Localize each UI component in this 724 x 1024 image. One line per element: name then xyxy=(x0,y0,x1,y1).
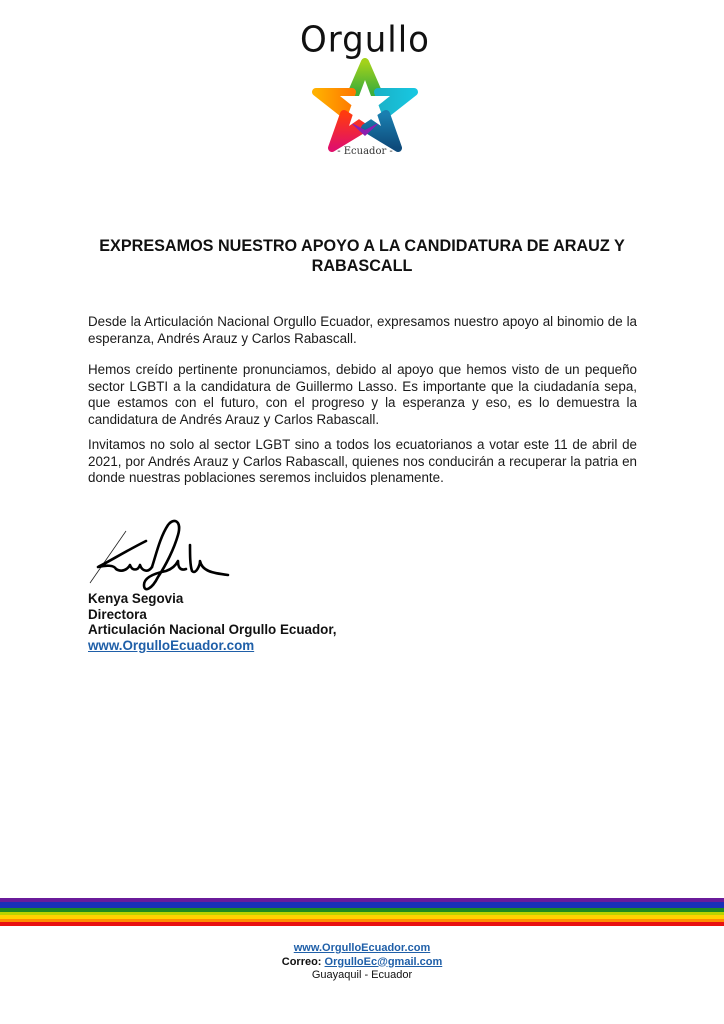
footer-email-label: Correo: xyxy=(281,955,322,968)
footer-location: Guayaquil - Ecuador xyxy=(311,969,413,981)
signatory-name: Kenya Segovia xyxy=(88,591,184,606)
page-footer xyxy=(200,942,524,983)
signature-website-link[interactable]: www.OrgulloEcuador.com xyxy=(88,637,255,653)
paragraph: Invitamos no solo al sector LGBT sino a todos los ecuatorianos a votar este 11 de abril de 2021, por Andrés Arauz y Carlos Rabascall, quienes nos conducirán a recuperar la patria en donde nuestras poblaciones seremos incluidos plenamente. xyxy=(88,437,637,485)
rainbow-stripe-red xyxy=(0,922,724,926)
signature-block xyxy=(88,591,337,653)
rainbow-star-icon xyxy=(310,58,420,154)
paragraph: Desde la Articulación Nacional Orgullo Ecuador, expresamos nuestro apoyo al binomio de la esperanza, Andrés Arauz y Carlos Rabascall. xyxy=(88,314,637,346)
footer-website-link[interactable]: www.OrgulloEcuador.com xyxy=(293,942,431,954)
document-title: EXPRESAMOS NUESTRO APOYO A LA CANDIDATURA DE ARAUZ Y RABASCALL xyxy=(99,237,625,275)
logo-wordmark: Orgullo xyxy=(300,19,430,61)
signatory-organization: Articulación Nacional Orgullo Ecuador, xyxy=(88,622,337,637)
footer-email-link[interactable]: OrgulloEc@gmail.com xyxy=(324,955,443,968)
organization-logo xyxy=(290,14,440,164)
handwritten-signature-icon xyxy=(86,515,246,595)
signatory-role: Directora xyxy=(88,606,147,622)
rainbow-stripe xyxy=(0,898,724,926)
paragraph: Hemos creído pertinente pronunciamos, debido al apoyo que hemos visto de un pequeño sector LGBTI a la candidatura de Guillermo Lasso. Es importante que la ciudadanía sepa, que estamos con el futuro, con el progreso y la esperanza y eso, es lo demuestra la candidatura de Andrés Arauz y Carlos Rabascall. xyxy=(88,362,637,427)
logo-subtitle: - Ecuador - xyxy=(337,146,393,157)
